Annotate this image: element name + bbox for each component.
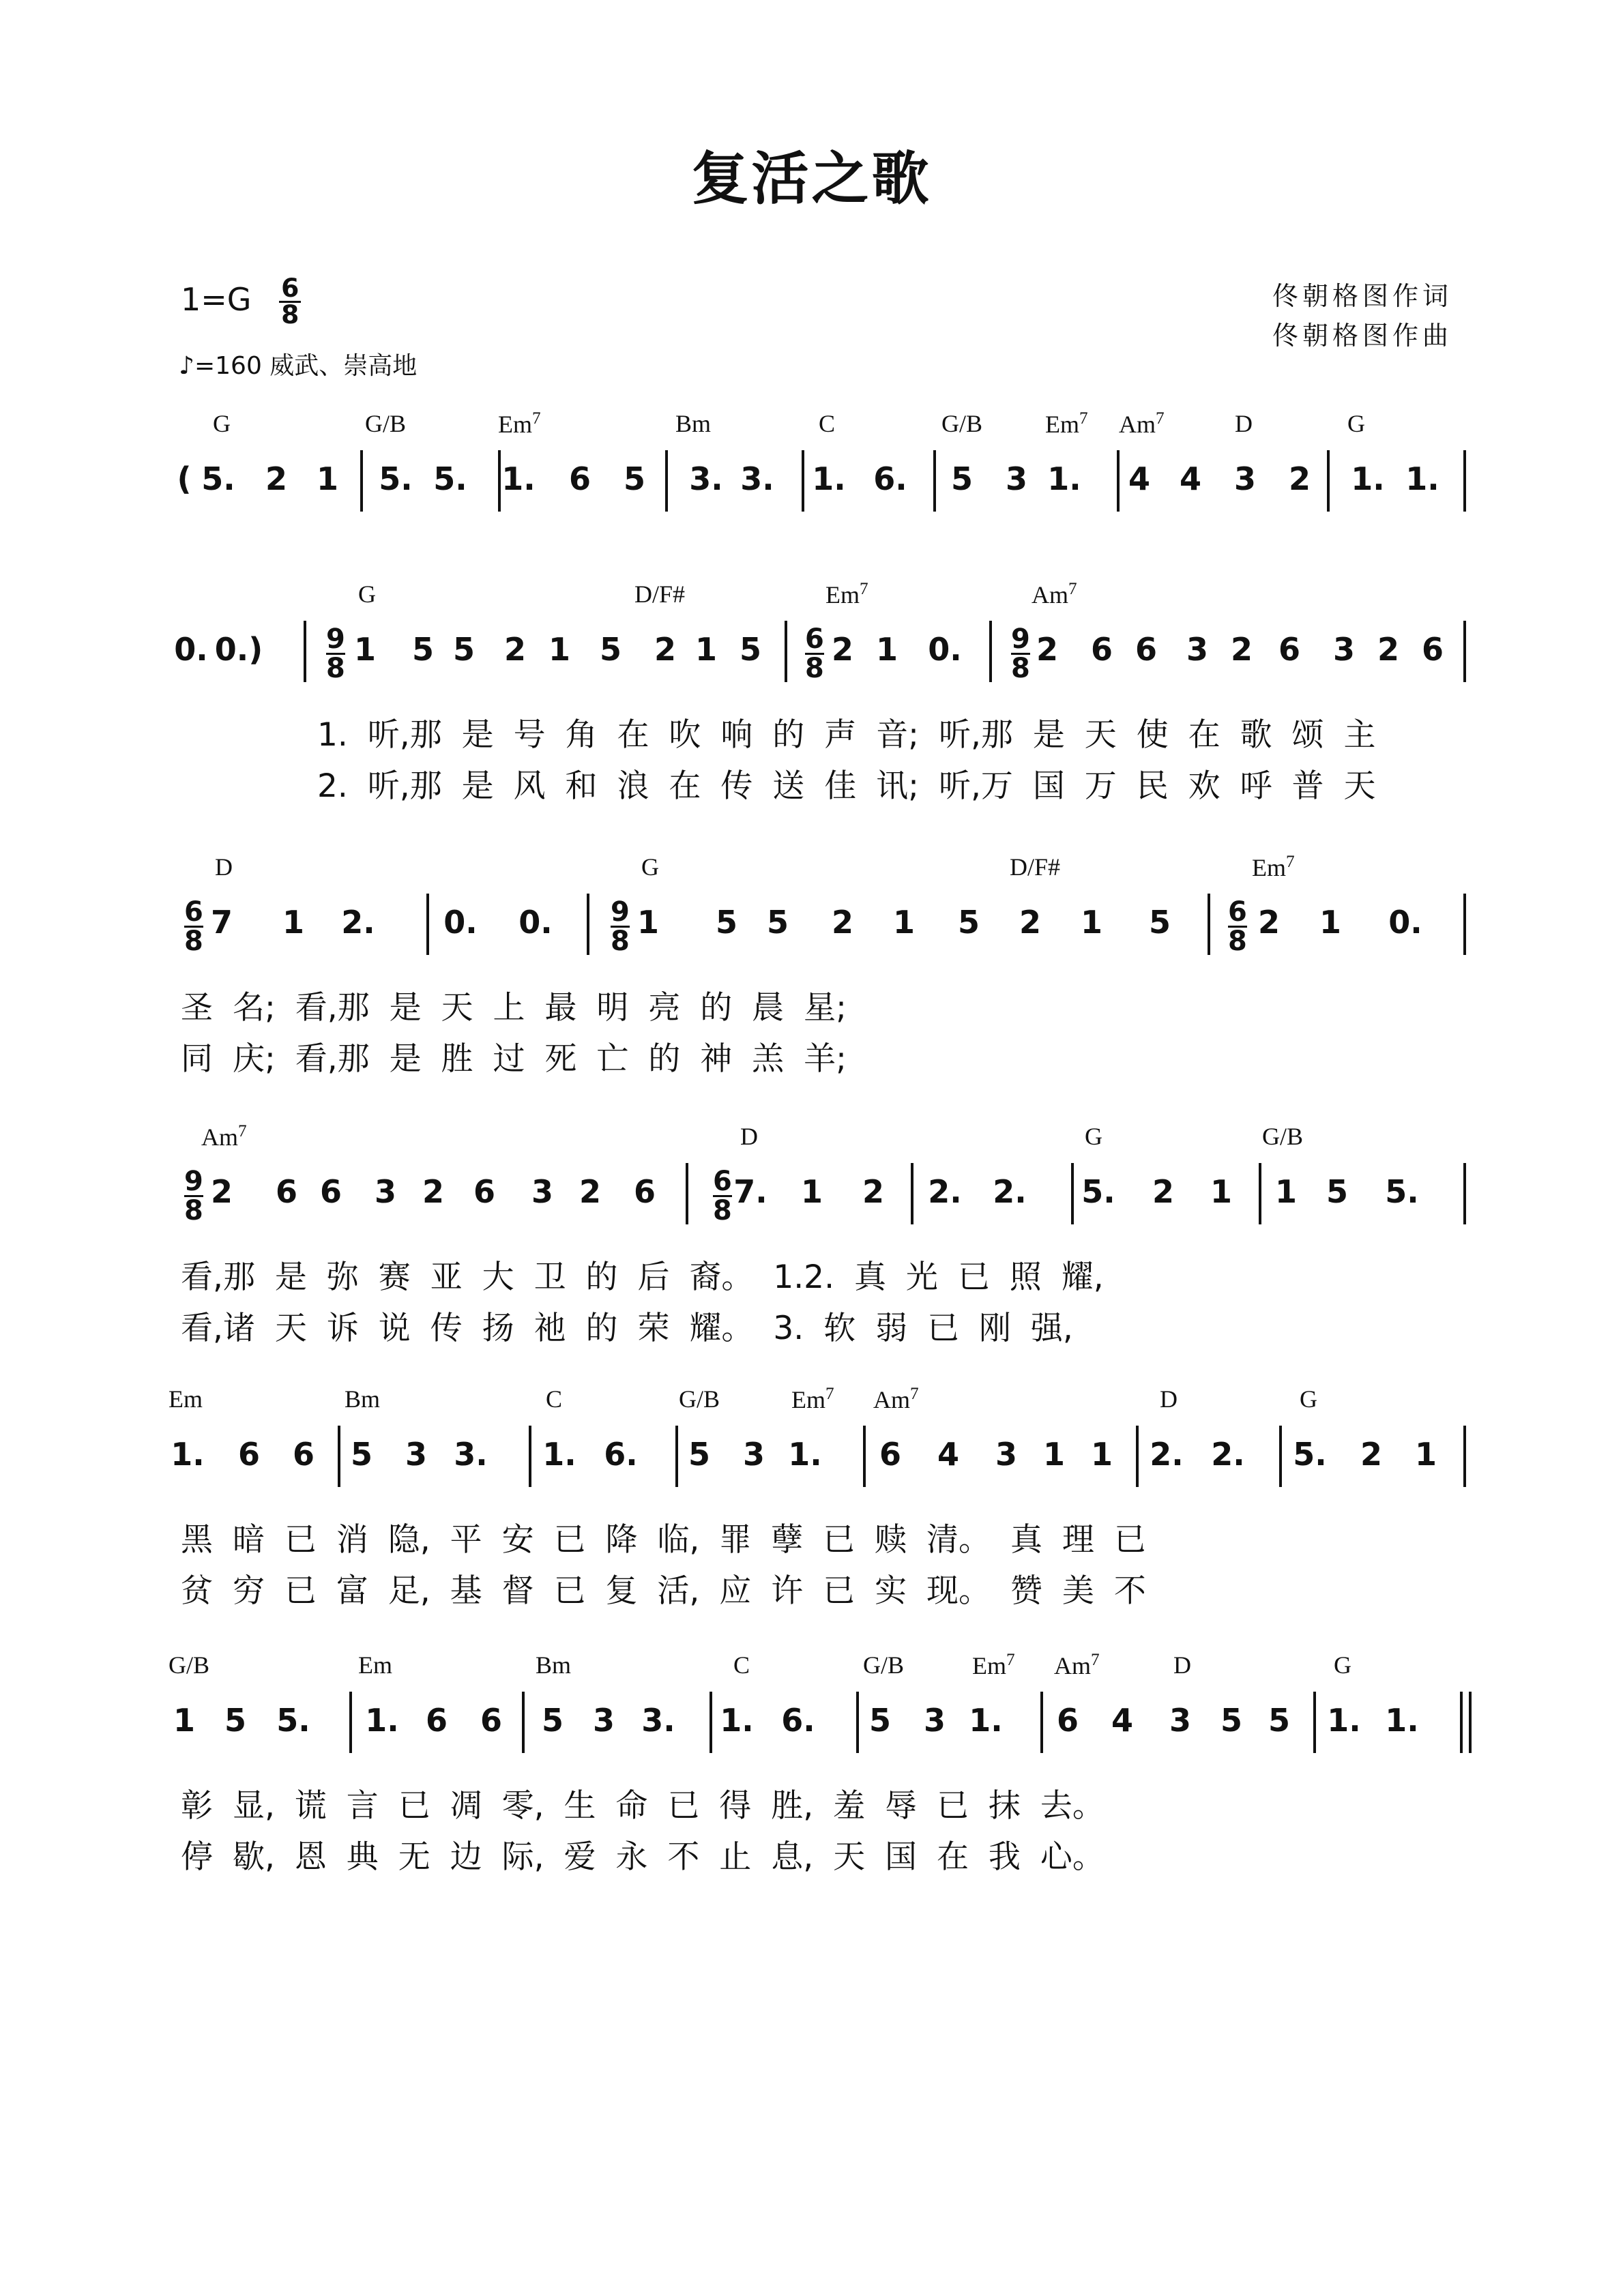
note-digit: 4 [937, 1436, 960, 1473]
note-digit: 5. [379, 460, 413, 497]
chord-seventh: 7 [238, 1122, 247, 1140]
note-digit: 0. [928, 631, 962, 668]
bar-line [665, 450, 668, 512]
tsig-denominator: 8 [184, 1195, 203, 1226]
lyrics-verse-2: 停 歇, 恩 典 无 边 际, 爱 永 不 止 息, 天 国 在 我 心。 [181, 1838, 1105, 1876]
bar-line [1463, 450, 1466, 512]
chord-seventh: 7 [1156, 409, 1165, 428]
note-digit: 2 [1019, 904, 1042, 941]
note-digit: 6 [473, 1173, 496, 1210]
note-digit: 1 [875, 631, 898, 668]
note-digit: 1. [1405, 460, 1439, 497]
note-digit: 5 [599, 631, 622, 668]
chord-symbol: G/B [941, 410, 983, 437]
bar-line [802, 450, 804, 512]
note-digit: 5 [868, 1702, 892, 1739]
chord-symbol: Em$^7$ [1252, 853, 1295, 881]
note-digit: 2 [422, 1173, 445, 1210]
chord-seventh: 7 [1006, 1651, 1015, 1669]
note-digit: 1. [501, 460, 536, 497]
bar-line [1136, 1426, 1139, 1487]
note-digit: 1 [800, 1173, 823, 1210]
note-digit: 3. [641, 1702, 675, 1739]
chord-symbol: G/B [1262, 1123, 1304, 1150]
note-digit: 5 [715, 904, 738, 941]
bar-line [1313, 1692, 1316, 1753]
note-digit: 1. [171, 1436, 205, 1473]
note-digit: 6 [633, 1173, 656, 1210]
bar-line [1463, 1426, 1466, 1487]
note-digit: 7. [733, 1173, 767, 1210]
chord-symbol: D/F# [634, 580, 686, 608]
bar-line [1040, 1692, 1043, 1753]
bar-line [856, 1692, 859, 1753]
chord-symbol: Am$^7$ [201, 1122, 247, 1151]
note-digit: 1. [542, 1436, 576, 1473]
note-digit: 5 [739, 631, 762, 668]
lyrics-verse-1: 彰 显, 谎 言 已 凋 零, 生 命 已 得 胜, 羞 辱 已 抹 去。 [181, 1787, 1105, 1825]
note-digit: 3 [1169, 1702, 1192, 1739]
note-digit: 3 [531, 1173, 554, 1210]
chord-seventh: 7 [910, 1385, 919, 1403]
chord-seventh: 7 [860, 580, 868, 598]
note-digit: 2 [210, 1173, 233, 1210]
note-digit: 2 [265, 460, 288, 497]
chord-seventh: 7 [532, 409, 541, 428]
note-digit: 2 [1152, 1173, 1175, 1210]
tsig-denominator: 8 [1228, 926, 1247, 957]
inline-time-signature [805, 625, 824, 682]
note-digit: 4 [1179, 460, 1202, 497]
chord-symbol: Bm [675, 410, 712, 437]
chord-symbol: G/B [679, 1385, 720, 1413]
note-digit: 3 [405, 1436, 428, 1473]
lyrics-verse-2: 看,诸 天 诉 说 传 扬 祂 的 荣 耀。 3. 软 弱 已 刚 强, [181, 1310, 1073, 1347]
note-digit: 2 [1288, 460, 1311, 497]
note-digit: ( [177, 460, 192, 497]
chord-seventh: 7 [825, 1385, 834, 1403]
tempo-marking: ♪=160 威武、崇高地 [179, 352, 418, 380]
note-digit: 7 [210, 904, 233, 941]
note-digit: 2. [1211, 1436, 1245, 1473]
note-digit: 5 [1268, 1702, 1291, 1739]
chord-symbol: Am$^7$ [1119, 409, 1165, 438]
note-digit: 2 [1257, 904, 1281, 941]
note-digit: 6 [425, 1702, 448, 1739]
note-digit: 1 [1210, 1173, 1233, 1210]
key-label: 1=G [181, 280, 252, 318]
chord-seventh: 7 [1091, 1651, 1100, 1669]
note-digit: 1 [353, 631, 377, 668]
bar-line [1117, 450, 1120, 512]
note-digit: 1. [1327, 1702, 1361, 1739]
chord-seventh: 7 [1286, 853, 1295, 871]
bar-line [1460, 1692, 1463, 1753]
chord-symbol: D [1160, 1385, 1178, 1413]
note-digit: 0. [174, 631, 208, 668]
note-digit: 4 [1128, 460, 1151, 497]
note-digit: 3 [1233, 460, 1257, 497]
bar-line [675, 1426, 678, 1487]
note-digit: 1. [1385, 1702, 1419, 1739]
note-digit: 3 [1186, 631, 1209, 668]
note-digit: 1 [1042, 1436, 1066, 1473]
note-digit: 5. [433, 460, 467, 497]
note-digit: 5 [623, 460, 646, 497]
note-digit: 2. [993, 1173, 1027, 1210]
tsig-numerator: 6 [713, 1166, 732, 1197]
note-digit: 2. [1150, 1436, 1184, 1473]
note-digit: 6 [1090, 631, 1113, 668]
note-digit: 6 [237, 1436, 261, 1473]
score-system [0, 1122, 1623, 1368]
inline-time-signature [1228, 898, 1247, 955]
note-digit: 1 [637, 904, 660, 941]
note-digit: 5 [350, 1436, 373, 1473]
chord-symbol: G [641, 853, 659, 881]
tsig-numerator: 6 [184, 896, 203, 928]
note-digit: 2 [1377, 631, 1400, 668]
note-digit: 3 [923, 1702, 946, 1739]
bar-line [911, 1163, 913, 1224]
bar-line [522, 1692, 525, 1753]
time-denominator: 8 [281, 299, 299, 329]
lyrics-verse-1: 看,那 是 弥 赛 亚 大 卫 的 后 裔。 1.2. 真 光 已 照 耀, [181, 1259, 1104, 1296]
note-digit: 2 [579, 1173, 602, 1210]
note-digit: 6 [1421, 631, 1444, 668]
note-digit: 3 [1005, 460, 1028, 497]
note-digit: 2 [862, 1173, 885, 1210]
tsig-denominator: 8 [1011, 653, 1030, 684]
bar-line [587, 894, 589, 955]
chord-symbol: Em$^7$ [1045, 409, 1088, 438]
tsig-numerator: 9 [326, 623, 345, 655]
note-digit: 6 [275, 1173, 298, 1210]
bar-line [1463, 894, 1466, 955]
chord-symbol: Am$^7$ [873, 1385, 919, 1413]
note-digit: 2 [654, 631, 677, 668]
chord-symbol: Am$^7$ [1032, 580, 1077, 608]
chord-seventh: 7 [1068, 580, 1077, 598]
note-digit: 5 [452, 631, 476, 668]
score-system [0, 1385, 1623, 1630]
lyrics-verse-2: 同 庆; 看,那 是 胜 过 死 亡 的 神 羔 羊; [181, 1040, 847, 1078]
bar-line [785, 621, 787, 682]
chord-symbol: Em$^7$ [825, 580, 868, 608]
bar-line [338, 1426, 340, 1487]
note-digit: 1. [969, 1702, 1003, 1739]
chord-symbol: Em [169, 1385, 203, 1413]
note-digit: 3. [740, 460, 774, 497]
chord-symbol: Em$^7$ [972, 1651, 1015, 1679]
tsig-numerator: 9 [184, 1166, 203, 1197]
note-digit: 6 [1056, 1702, 1079, 1739]
chord-seventh: 7 [1079, 409, 1088, 428]
chord-symbol: C [819, 410, 836, 437]
bar-line [710, 1692, 712, 1753]
tsig-denominator: 8 [611, 926, 630, 957]
note-digit: 5 [950, 460, 974, 497]
note-digit: 5 [541, 1702, 564, 1739]
note-digit: 1. [365, 1702, 399, 1739]
chord-symbol: G [1334, 1651, 1351, 1679]
bar-line [1469, 1692, 1472, 1753]
note-digit: 0. [443, 904, 478, 941]
score-system [0, 580, 1623, 825]
note-digit: 6. [873, 460, 907, 497]
bar-line [1208, 894, 1210, 955]
bar-line [426, 894, 429, 955]
note-digit: 0. [518, 904, 553, 941]
composer: 佟朝格图作曲 [1272, 321, 1452, 351]
tsig-denominator: 8 [326, 653, 345, 684]
note-digit: 5 [1326, 1173, 1349, 1210]
key-signature [181, 273, 301, 329]
note-digit: 1. [1047, 460, 1081, 497]
note-digit: 3 [374, 1173, 397, 1210]
tsig-denominator: 8 [713, 1195, 732, 1226]
note-digit: 5 [411, 631, 435, 668]
note-digit: 1. [720, 1702, 754, 1739]
song-title: 复活之歌 [691, 145, 932, 212]
credits [1272, 276, 1452, 355]
note-digit: 1 [1319, 904, 1342, 941]
bar-line [933, 450, 936, 512]
note-digit: 6 [879, 1436, 902, 1473]
chord-symbol: G [213, 410, 231, 437]
note-digit: 5 [224, 1702, 247, 1739]
lyrics-verse-2: 2. 听,那 是 风 和 浪 在 传 送 佳 讯; 听,万 国 万 民 欢 呼 普 天 [317, 767, 1376, 805]
note-digit: 2. [341, 904, 375, 941]
chord-symbol: G [1085, 1123, 1102, 1150]
note-digit: 2 [831, 904, 854, 941]
note-digit: 2 [831, 631, 854, 668]
inline-time-signature [611, 898, 630, 955]
note-digit: 1 [892, 904, 916, 941]
tsig-denominator: 8 [805, 653, 824, 684]
lyrics-verse-2: 贫 穷 已 富 足, 基 督 已 复 活, 应 许 已 实 现。 赞 美 不 [181, 1572, 1146, 1610]
note-digit: 2 [1230, 631, 1253, 668]
chord-symbol: Em [358, 1651, 392, 1679]
chord-symbol: G [1300, 1385, 1317, 1413]
lyricist: 佟朝格图作词 [1272, 281, 1452, 311]
note-digit: 5 [1220, 1702, 1243, 1739]
chord-symbol: G [1347, 410, 1365, 437]
bar-line [686, 1163, 688, 1224]
note-digit: 5. [276, 1702, 310, 1739]
note-digit: 4 [1111, 1702, 1134, 1739]
note-digit: 1 [694, 631, 718, 668]
note-digit: 1 [1414, 1436, 1437, 1473]
lyrics-verse-1: 1. 听,那 是 号 角 在 吹 响 的 声 音; 听,那 是 天 使 在 歌 颂 主 [317, 716, 1376, 754]
score-system [0, 1651, 1623, 1896]
chord-symbol: Em$^7$ [498, 409, 541, 438]
bar-line [360, 450, 363, 512]
note-digit: 2 [1360, 1436, 1383, 1473]
note-digit: 3 [995, 1436, 1018, 1473]
time-signature [279, 273, 301, 329]
chord-symbol: G/B [365, 410, 407, 437]
bar-line [1463, 1163, 1466, 1224]
note-digit: 6 [1135, 631, 1158, 668]
chord-symbol: C [733, 1651, 750, 1679]
bar-line [498, 450, 501, 512]
note-digit: 5 [957, 904, 980, 941]
bar-line [1463, 621, 1466, 682]
note-digit: 5 [766, 904, 789, 941]
note-digit: 1 [282, 904, 305, 941]
chord-symbol: G/B [863, 1651, 905, 1679]
note-digit: 3 [742, 1436, 765, 1473]
note-digit: 1 [173, 1702, 196, 1739]
chord-symbol: D [1235, 410, 1253, 437]
bar-line [349, 1692, 352, 1753]
note-digit: 1. [788, 1436, 822, 1473]
note-digit: 3. [689, 460, 723, 497]
inline-time-signature [326, 625, 345, 682]
inline-time-signature [184, 898, 203, 955]
note-digit: 5 [1148, 904, 1171, 941]
note-digit: 5 [688, 1436, 711, 1473]
bar-line [863, 1426, 866, 1487]
chord-symbol: Bm [345, 1385, 381, 1413]
note-digit: 5. [1385, 1173, 1419, 1210]
lyrics-verse-1: 圣 名; 看,那 是 天 上 最 明 亮 的 晨 星; [181, 989, 847, 1027]
note-digit: 1 [316, 460, 339, 497]
note-digit: 5. [201, 460, 235, 497]
note-digit: 2 [1036, 631, 1059, 668]
inline-time-signature [184, 1168, 203, 1224]
time-numerator: 6 [279, 276, 301, 303]
note-digit: 1 [1080, 904, 1103, 941]
note-digit: 0. [1388, 904, 1422, 941]
bar-line [989, 621, 992, 682]
tsig-numerator: 6 [805, 623, 824, 655]
chord-symbol: Bm [536, 1651, 572, 1679]
tsig-numerator: 6 [1228, 896, 1247, 928]
note-digit: 6 [319, 1173, 342, 1210]
note-digit: 6 [480, 1702, 503, 1739]
note-digit: 5. [1081, 1173, 1115, 1210]
chord-symbol: D [740, 1123, 758, 1150]
bar-line [529, 1426, 531, 1487]
chord-symbol: C [546, 1385, 563, 1413]
note-digit: 6 [1278, 631, 1301, 668]
note-digit: 3 [592, 1702, 615, 1739]
note-digit: 2 [503, 631, 527, 668]
chord-symbol: D [1173, 1651, 1191, 1679]
note-digit: 5. [1293, 1436, 1327, 1473]
note-digit: 3. [454, 1436, 488, 1473]
inline-time-signature [1011, 625, 1030, 682]
chord-symbol: Em$^7$ [791, 1385, 834, 1413]
tsig-numerator: 9 [611, 896, 630, 928]
tsig-numerator: 9 [1011, 623, 1030, 655]
chord-symbol: G/B [169, 1651, 210, 1679]
chord-symbol: G [358, 580, 376, 608]
note-digit: 3 [1332, 631, 1356, 668]
chord-symbol: D/F# [1010, 853, 1061, 881]
note-digit: 1 [548, 631, 571, 668]
chord-symbol: D [215, 853, 233, 881]
note-digit: 1. [1351, 460, 1385, 497]
bar-line [1327, 450, 1330, 512]
note-digit: 6 [568, 460, 591, 497]
bar-line [1071, 1163, 1074, 1224]
note-digit: 0.) [214, 631, 263, 668]
chord-symbol: Am$^7$ [1054, 1651, 1100, 1679]
note-digit: 6 [292, 1436, 315, 1473]
note-digit: 1. [812, 460, 846, 497]
tsig-denominator: 8 [184, 926, 203, 957]
inline-time-signature [713, 1168, 732, 1224]
note-digit: 1 [1090, 1436, 1113, 1473]
bar-line [1279, 1426, 1282, 1487]
bar-line [1259, 1163, 1261, 1224]
note-digit: 6. [604, 1436, 638, 1473]
lyrics-verse-1: 黑 暗 已 消 隐, 平 安 已 降 临, 罪 孽 已 赎 清。 真 理 已 [181, 1521, 1146, 1559]
score-system [0, 853, 1623, 1098]
note-digit: 2. [928, 1173, 962, 1210]
note-digit: 6. [781, 1702, 815, 1739]
bar-line [304, 621, 306, 682]
note-digit: 1 [1274, 1173, 1298, 1210]
